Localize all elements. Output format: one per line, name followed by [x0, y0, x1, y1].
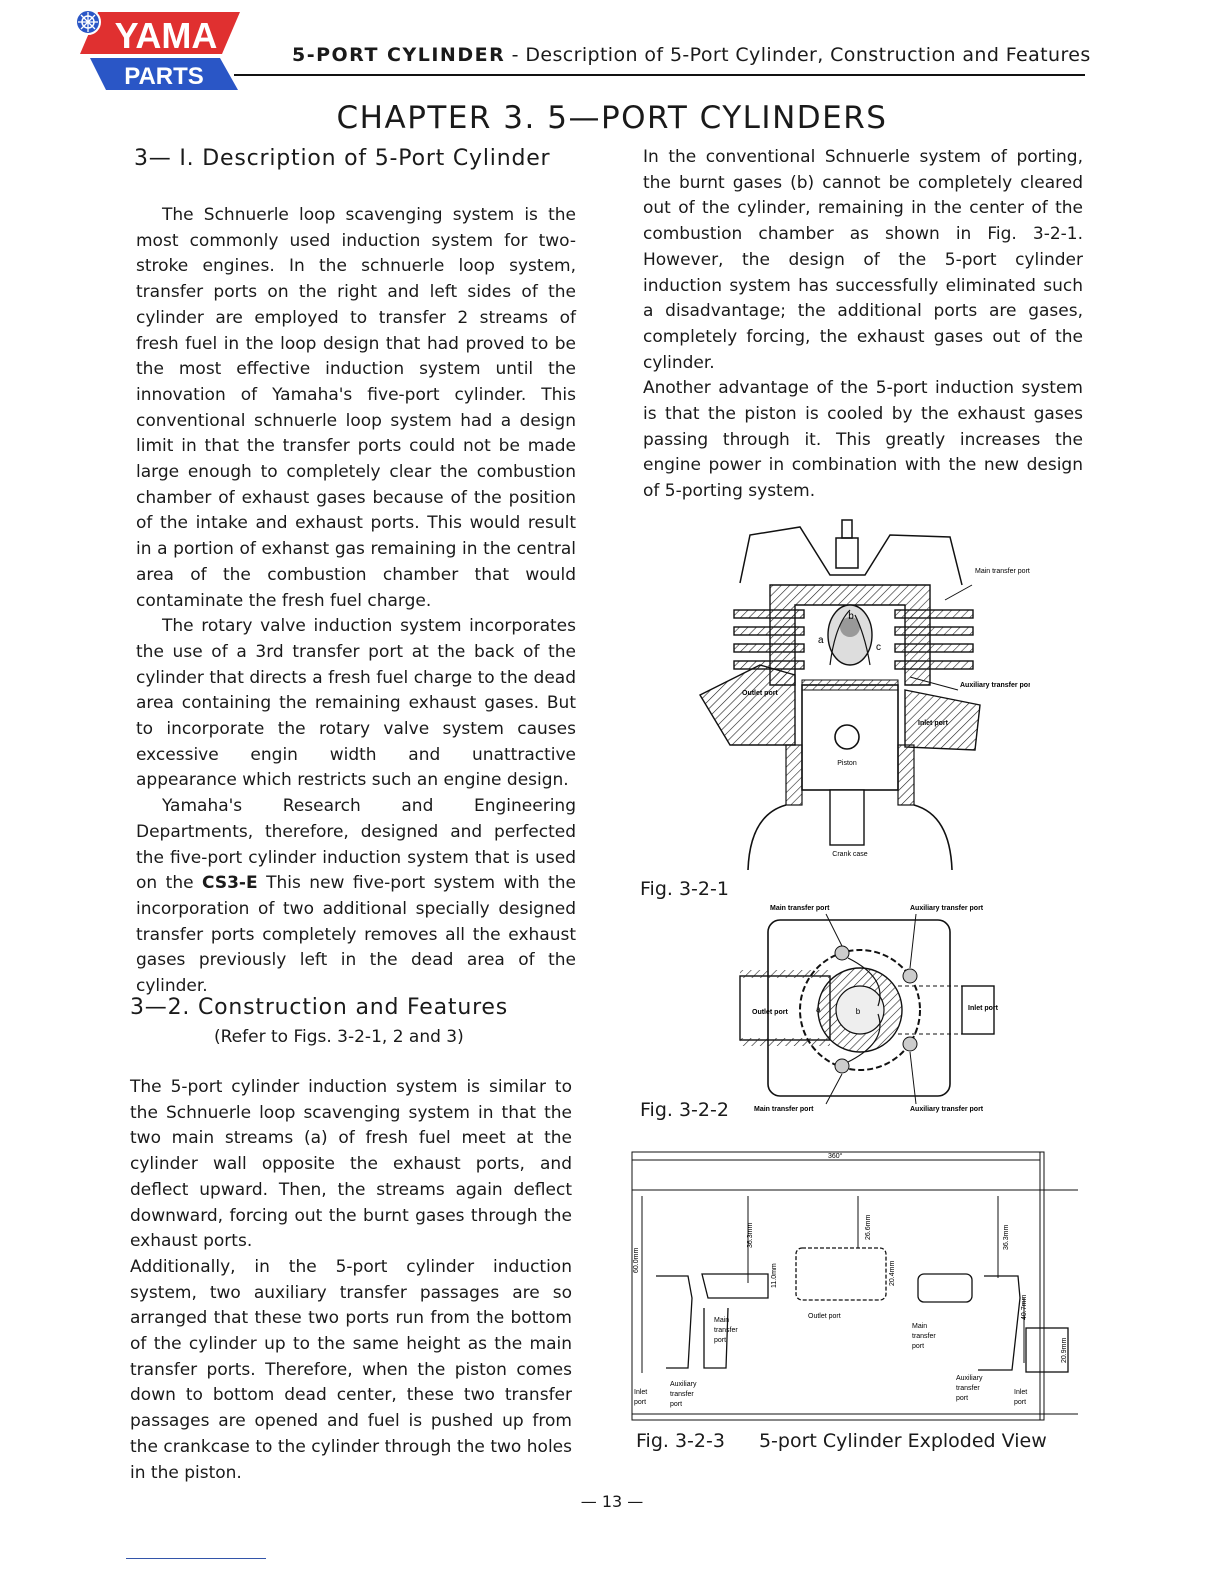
fig2-aux-bottom-label: Auxiliary transfer port: [910, 1106, 984, 1113]
right-paragraph-2: Another advantage of the 5-port induction system is that the piston is cooled by the exhaust gases passing through it. This greatly increases the engine power in combination with the new design of 5-porting system.: [643, 378, 1083, 502]
section-2-paragraph-1: The 5-port cylinder induction system is similar to the Schnuerle loop scavenging system in that the two main streams (a) of fresh fuel meet at the cylinder wall opposite the exhaust ports, and deflect upward. Then, the streams again deflect downward, forcing out the burnt gases through the exhaust ports.: [130, 1077, 572, 1252]
fig2-outlet-label: Outlet port: [752, 1009, 788, 1016]
section-2-subtitle: (Refer to Figs. 3-2-1, 2 and 3): [214, 1027, 464, 1047]
page-number: — 13 —: [580, 1492, 644, 1511]
fig3-dim-40: 40.7mm: [1021, 1294, 1028, 1320]
fig1-outlet-label: Outlet port: [742, 690, 778, 697]
fig3-degree-label: 360°: [828, 1153, 843, 1160]
running-header-rest: - Description of 5-Port Cylinder, Construction and Features: [505, 44, 1091, 66]
running-header: [292, 44, 1091, 66]
fig1-inlet-label: Inlet port: [918, 720, 948, 727]
fig1-label-a: a: [818, 635, 824, 646]
model-code: CS3-E: [202, 873, 258, 894]
footer-rule: [126, 1558, 266, 1559]
fig-3-2-1-label: Fig. 3-2-1: [640, 878, 729, 900]
fig3-main2-c: port: [912, 1343, 925, 1350]
figure-3-2-2: [738, 898, 1000, 1116]
section-1-paragraph-1: The Schnuerle loop scavenging system is the most commonly used induction system for two-stroke engines. In the schnuerle loop system, transfer ports on the right and left sides of the cylinder are employed to transfer 2 streams of fresh fuel in the loop design that had proved to be the most effective induction system until the innovation of Yamaha's five-port cylinder. This conventional schnuerle loop system had a design limit in that the transfer ports could not be made large enough to completely clear the combustion chamber of exhaust gases because of the position of the intake and exhaust ports. This would result in a portion of exhanst gas remaining in the central area of the combustion chamber that would contaminate the fresh fuel charge.: [136, 205, 576, 611]
fig3-inlet2-b: port: [1014, 1399, 1027, 1406]
figure-3-2-1: [690, 515, 1030, 880]
fig3-main1-b: transfer: [714, 1327, 738, 1334]
fig3-dim-60: 60.0mm: [633, 1247, 640, 1273]
fig3-outlet-label: Outlet port: [808, 1313, 841, 1320]
section-1-paragraph-3: Yamaha's Research and Engineering Departments, therefore, designed and perfected the five-port cylinder induction system that is used on the CS3-E This new five-port system with the incorporation of two additional specially designed transfer ports completely removes all the exhaust gases previously left in the dead area of the cylinder.: [136, 796, 576, 997]
fig-3-2-2-label: Fig. 3-2-2: [640, 1099, 729, 1121]
fig3-inlet1-a: Inlet: [634, 1389, 648, 1396]
yamaha-parts-logo: [72, 8, 242, 92]
fig3-main2-b: transfer: [912, 1333, 936, 1340]
figure-3-2-3: [628, 1148, 1080, 1424]
fig-3-2-3-label: Fig. 3-2-3: [636, 1430, 725, 1452]
fig2-aux-top-label: Auxiliary transfer port: [910, 905, 984, 912]
fig3-dim-20-4: 20.4mm: [889, 1260, 896, 1286]
right-paragraph-1: In the conventional Schnuerle system of porting, the burnt gases (b) cannot be completely cleared out of the cylinder, remaining in the center of the combustion chamber as shown in Fig. 3-2-1. However, the design of the 5-port cylinder induction system has successfully eliminated such a disadvantage; the additional ports are gases, completely forcing, the exhaust gases out of the cylinder.: [643, 147, 1083, 373]
fig3-main1-a: Main: [714, 1317, 730, 1324]
fig-3-2-3-caption: [636, 1430, 1047, 1452]
fig1-label-c: c: [876, 642, 881, 653]
fig3-dim-36-right: 36.3mm: [1003, 1224, 1010, 1250]
fig2-inlet-label: Inlet port: [968, 1005, 998, 1012]
section-1-paragraph-2: The rotary valve induction system incorporates the use of a 3rd transfer port at the back of the cylinder that directs a fresh fuel charge to the dead area containing the remaining exhaust gases. But to incorporate the rotary valve system causes excessive engin width and unattractive appearance which restricts such an engine design.: [136, 616, 576, 791]
fig1-label-b: b: [848, 611, 854, 622]
section-2-paragraph-2: Additionally, in the 5-port cylinder induction system, two auxiliary transfer passages are so arranged that these two ports run from the bottom of the cylinder up to the same height as the main transfer ports. Therefore, when the piston comes down to bottom dead center, these two transfer passages are opened and fuel is pushed up from the crankcase to the cylinder through the two holes in the piston.: [130, 1256, 572, 1483]
fig2-label-b: b: [855, 1007, 861, 1016]
running-header-bold: 5-PORT CYLINDER: [292, 44, 506, 66]
right-column-body: [643, 145, 1083, 505]
fig3-aux2-b: transfer: [956, 1385, 980, 1392]
section-1-title: 3— I. Description of 5-Port Cylinder: [134, 146, 551, 171]
fig3-aux1-a: Auxiliary: [670, 1381, 697, 1388]
fig3-inlet1-b: port: [634, 1399, 647, 1406]
fig3-inlet2-a: Inlet: [1014, 1389, 1028, 1396]
chapter-title: CHAPTER 3. 5—PORT CYLINDERS: [336, 100, 888, 136]
fig3-dim-20-9: 20.9mm: [1061, 1337, 1068, 1363]
fig2-main-top-label: Main transfer port: [770, 905, 830, 912]
fig3-dim-36-left: 36.3mm: [747, 1222, 754, 1248]
fig3-dim-11: 11.0mm: [771, 1263, 778, 1288]
section-2-body: [130, 1075, 572, 1486]
fig3-dim-26: 26.6mm: [865, 1214, 872, 1240]
header-rule: [234, 74, 1085, 76]
fig3-aux1-b: transfer: [670, 1391, 694, 1398]
logo-text-yama: YAMA: [114, 15, 218, 56]
fig-3-2-3-title: 5-port Cylinder Exploded View: [758, 1430, 1047, 1452]
fig1-main-transfer-label: Main transfer port: [975, 568, 1030, 575]
fig3-main2-a: Main: [912, 1323, 928, 1330]
fig3-aux2-c: port: [956, 1395, 969, 1402]
logo-text-parts: PARTS: [124, 63, 204, 90]
fig3-aux1-c: port: [670, 1401, 683, 1408]
fig1-piston-label: Piston: [837, 760, 857, 767]
fig3-aux2-a: Auxiliary: [956, 1375, 983, 1382]
fig3-main1-c: port: [714, 1337, 727, 1344]
section-2-title: 3—2. Construction and Features: [130, 995, 509, 1020]
fig2-label-a: a: [816, 1005, 821, 1014]
fig2-main-bottom-label: Main transfer port: [754, 1106, 814, 1113]
section-1-body: [136, 203, 576, 1000]
fig1-crank-label: Crank case: [832, 851, 868, 858]
fig1-aux-label: Auxiliary transfer port: [960, 682, 1030, 689]
